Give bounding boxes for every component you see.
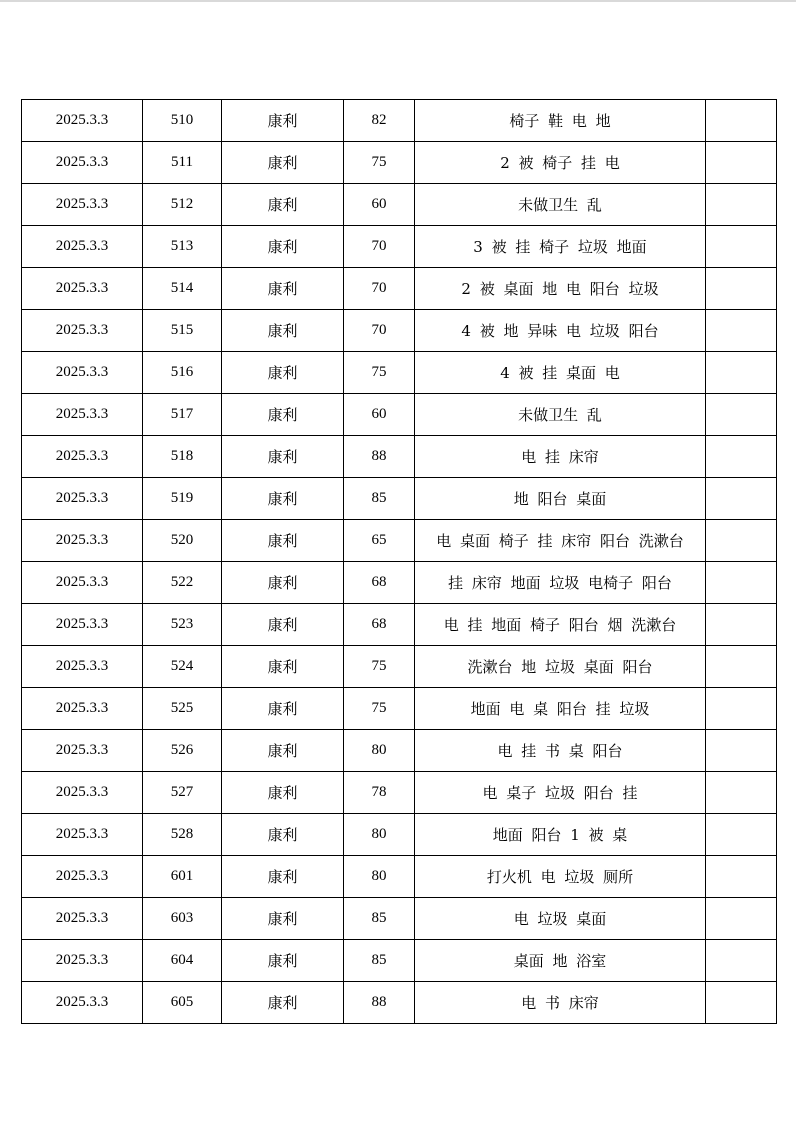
score-cell: 65 [344,520,415,562]
date-cell: 2025.3.3 [22,310,143,352]
issues-cell: 电 桌面 椅子 挂 床帘 阳台 洗漱台 [415,520,706,562]
table-row [22,184,777,226]
issues-cell: 电 垃圾 桌面 [415,898,706,940]
inspector-name-cell: 康利 [222,562,344,604]
room-number-cell: 514 [143,268,222,310]
room-number-cell: 523 [143,604,222,646]
issues-cell: 打火机 电 垃圾 厕所 [415,856,706,898]
issues-cell: 桌面 地 浴室 [415,940,706,982]
inspector-name-cell: 康利 [222,100,344,142]
date-cell: 2025.3.3 [22,982,143,1024]
room-number-cell: 518 [143,436,222,478]
inspector-name-cell: 康利 [222,394,344,436]
inspector-name-cell: 康利 [222,982,344,1024]
room-number-cell: 525 [143,688,222,730]
date-cell: 2025.3.3 [22,520,143,562]
room-number-cell: 517 [143,394,222,436]
date-cell: 2025.3.3 [22,100,143,142]
table-row [22,604,777,646]
blank-cell [706,184,777,226]
issues-cell: 电 书 床帘 [415,982,706,1024]
inspector-name-cell: 康利 [222,646,344,688]
room-number-cell: 519 [143,478,222,520]
inspector-name-cell: 康利 [222,268,344,310]
table-row [22,310,777,352]
inspector-name-cell: 康利 [222,856,344,898]
score-cell: 80 [344,814,415,856]
table-row [22,646,777,688]
inspector-name-cell: 康利 [222,688,344,730]
score-cell: 85 [344,478,415,520]
date-cell: 2025.3.3 [22,730,143,772]
issues-cell: 地面 阳台 1 被 桌 [415,814,706,856]
score-cell: 75 [344,688,415,730]
room-number-cell: 510 [143,100,222,142]
table-row [22,520,777,562]
inspector-name-cell: 康利 [222,814,344,856]
score-cell: 88 [344,982,415,1024]
issues-cell: 洗漱台 地 垃圾 桌面 阳台 [415,646,706,688]
room-number-cell: 605 [143,982,222,1024]
score-cell: 78 [344,772,415,814]
table-row [22,352,777,394]
table-row [22,436,777,478]
issues-cell: 椅子 鞋 电 地 [415,100,706,142]
date-cell: 2025.3.3 [22,772,143,814]
blank-cell [706,814,777,856]
blank-cell [706,478,777,520]
issues-cell: 电 挂 地面 椅子 阳台 烟 洗漱台 [415,604,706,646]
inspector-name-cell: 康利 [222,226,344,268]
score-cell: 80 [344,730,415,772]
table-row [22,856,777,898]
score-cell: 60 [344,184,415,226]
inspector-name-cell: 康利 [222,604,344,646]
issues-cell: 4 被 挂 桌面 电 [415,352,706,394]
issues-cell: 地 阳台 桌面 [415,478,706,520]
room-number-cell: 520 [143,520,222,562]
issues-cell: 电 挂 床帘 [415,436,706,478]
score-cell: 75 [344,352,415,394]
score-cell: 68 [344,604,415,646]
score-cell: 82 [344,100,415,142]
score-cell: 60 [344,394,415,436]
room-number-cell: 526 [143,730,222,772]
room-number-cell: 511 [143,142,222,184]
blank-cell [706,352,777,394]
room-number-cell: 515 [143,310,222,352]
inspector-name-cell: 康利 [222,940,344,982]
issues-cell: 电 挂 书 桌 阳台 [415,730,706,772]
room-number-cell: 512 [143,184,222,226]
issues-cell: 地面 电 桌 阳台 挂 垃圾 [415,688,706,730]
blank-cell [706,436,777,478]
date-cell: 2025.3.3 [22,898,143,940]
issues-cell: 2 被 椅子 挂 电 [415,142,706,184]
inspector-name-cell: 康利 [222,520,344,562]
score-cell: 75 [344,646,415,688]
room-number-cell: 528 [143,814,222,856]
date-cell: 2025.3.3 [22,646,143,688]
table-row [22,898,777,940]
inspector-name-cell: 康利 [222,772,344,814]
date-cell: 2025.3.3 [22,688,143,730]
table-row [22,688,777,730]
date-cell: 2025.3.3 [22,940,143,982]
issues-cell: 未做卫生 乱 [415,394,706,436]
date-cell: 2025.3.3 [22,184,143,226]
table-row [22,268,777,310]
page-top-border [0,0,796,2]
room-number-cell: 601 [143,856,222,898]
score-cell: 88 [344,436,415,478]
date-cell: 2025.3.3 [22,394,143,436]
score-cell: 68 [344,562,415,604]
blank-cell [706,982,777,1024]
issues-cell: 未做卫生 乱 [415,184,706,226]
inspector-name-cell: 康利 [222,436,344,478]
date-cell: 2025.3.3 [22,604,143,646]
room-number-cell: 513 [143,226,222,268]
table-row [22,394,777,436]
blank-cell [706,562,777,604]
inspector-name-cell: 康利 [222,478,344,520]
date-cell: 2025.3.3 [22,814,143,856]
date-cell: 2025.3.3 [22,142,143,184]
table-row [22,562,777,604]
inspector-name-cell: 康利 [222,142,344,184]
table-row [22,772,777,814]
date-cell: 2025.3.3 [22,352,143,394]
score-cell: 70 [344,268,415,310]
table-row [22,100,777,142]
blank-cell [706,394,777,436]
room-number-cell: 522 [143,562,222,604]
blank-cell [706,688,777,730]
room-number-cell: 604 [143,940,222,982]
issues-cell: 2 被 桌面 地 电 阳台 垃圾 [415,268,706,310]
date-cell: 2025.3.3 [22,562,143,604]
issues-cell: 电 桌子 垃圾 阳台 挂 [415,772,706,814]
inspector-name-cell: 康利 [222,184,344,226]
blank-cell [706,226,777,268]
date-cell: 2025.3.3 [22,478,143,520]
room-number-cell: 527 [143,772,222,814]
blank-cell [706,940,777,982]
table-row [22,226,777,268]
blank-cell [706,100,777,142]
date-cell: 2025.3.3 [22,268,143,310]
table-body [22,100,777,1024]
date-cell: 2025.3.3 [22,856,143,898]
issues-cell: 4 被 地 异味 电 垃圾 阳台 [415,310,706,352]
blank-cell [706,142,777,184]
table-row [22,940,777,982]
room-number-cell: 603 [143,898,222,940]
inspector-name-cell: 康利 [222,352,344,394]
table-row [22,982,777,1024]
blank-cell [706,646,777,688]
inspector-name-cell: 康利 [222,310,344,352]
date-cell: 2025.3.3 [22,436,143,478]
score-cell: 85 [344,940,415,982]
issues-cell: 挂 床帘 地面 垃圾 电椅子 阳台 [415,562,706,604]
table-row [22,142,777,184]
blank-cell [706,520,777,562]
blank-cell [706,730,777,772]
table-row [22,478,777,520]
table-row [22,730,777,772]
score-cell: 85 [344,898,415,940]
score-cell: 75 [344,142,415,184]
blank-cell [706,772,777,814]
table-row [22,814,777,856]
room-number-cell: 516 [143,352,222,394]
score-cell: 70 [344,226,415,268]
blank-cell [706,856,777,898]
inspector-name-cell: 康利 [222,898,344,940]
date-cell: 2025.3.3 [22,226,143,268]
score-cell: 80 [344,856,415,898]
blank-cell [706,310,777,352]
blank-cell [706,604,777,646]
blank-cell [706,898,777,940]
score-cell: 70 [344,310,415,352]
blank-cell [706,268,777,310]
issues-cell: 3 被 挂 椅子 垃圾 地面 [415,226,706,268]
room-number-cell: 524 [143,646,222,688]
inspector-name-cell: 康利 [222,730,344,772]
inspection-table [21,99,777,1024]
